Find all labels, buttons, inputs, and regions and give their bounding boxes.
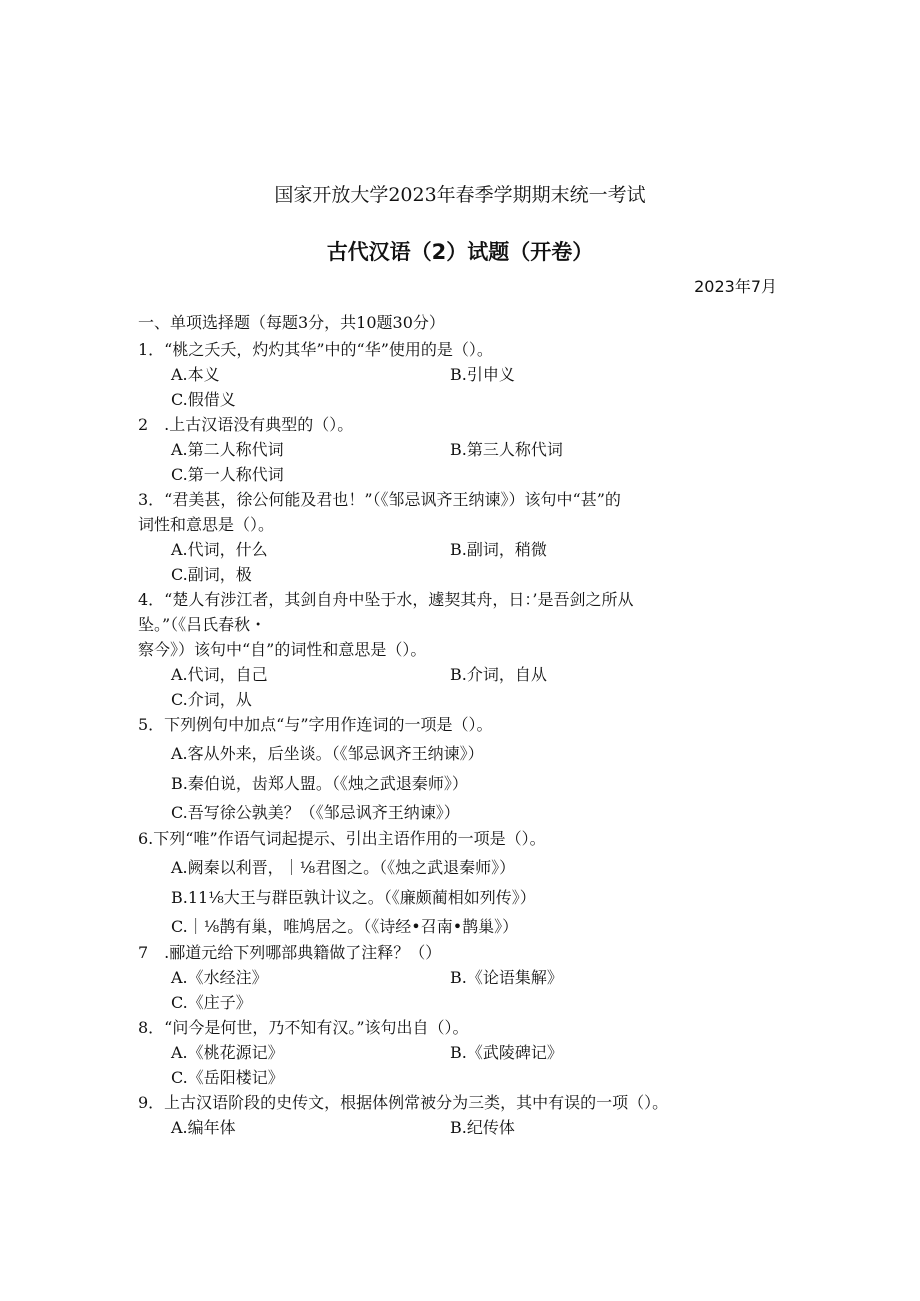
question-8-stem: 8．“问今是何世，乃不知有汉。”该句出自（）。 [138,1018,469,1037]
question-5-option-b: B.秦伯说，齿郑人盟。（《烛之武退秦师》） [171,774,468,793]
question-2-option-b: B.第三人称代词 [450,440,563,459]
question-4-stem-line-3: 察今》）该句中“自”的词性和意思是（）。 [138,640,427,659]
question-3-option-c: C.副词，极 [171,565,252,584]
question-7-option-c: C.《庄子》 [171,993,252,1012]
question-2-option-c: C.第一人称代词 [171,465,284,484]
question-6-option-c: C.｜⅛鹊有巢，唯鸠居之。（《诗经•召南•鹊巢》） [171,917,519,936]
question-8-option-a: A.《桃花源记》 [171,1043,284,1062]
question-4-option-b: B.介词，自从 [450,665,547,684]
question-3-stem-line-2: 词性和意思是（）。 [138,515,275,534]
question-4-option-c: C.介词，从 [171,690,252,709]
question-5-option-c: C.吾写徐公孰美？（《邹忌讽齐王纳谏》） [171,803,460,822]
question-7-option-a: A.《水经注》 [171,968,268,987]
exam-date: 2023年7月 [694,277,777,296]
question-4-option-a: A.代词，自己 [171,665,268,684]
question-3-option-b: B.副词，稍微 [450,540,547,559]
question-7-option-b: B.《论语集解》 [450,968,563,987]
exam-title: 古代汉语（2）试题（开卷） [326,240,594,264]
question-2-stem: 2 .上古汉语没有典型的（）。 [138,415,354,434]
question-5-stem: 5．下列例句中加点“与”字用作连词的一项是（）。 [138,715,493,734]
question-9-option-a: A.编年体 [171,1118,236,1137]
question-4-stem-line-1: 4．“楚人有涉江者，其剑自舟中坠于水，遽契其舟，日：’是吾剑之所从 [138,590,634,609]
question-1-option-a: A.本义 [171,365,220,384]
question-6-option-b: B.11⅛大王与群臣孰计议之。（《廉颇蔺相如列传》） [171,888,536,907]
question-5-option-a: A.客从外来，后坐谈。（《邹忌讽齐王纳谏》） [171,744,484,763]
question-1-option-b: B.引申义 [450,365,515,384]
question-8-option-c: C.《岳阳楼记》 [171,1068,284,1087]
question-6-stem: 6.下列“唯”作语气词起提示、引出主语作用的一项是（）。 [138,829,546,848]
question-1-stem: 1．“桃之夭夭，灼灼其华”中的“华”使用的是（）。 [138,340,493,359]
question-9-stem: 9．上古汉语阶段的史传文，根据体例常被分为三类，其中有误的一项（）。 [138,1093,669,1112]
university-title: 国家开放大学2023年春季学期期末统一考试 [274,184,646,206]
question-8-option-b: B.《武陵碑记》 [450,1043,563,1062]
question-9-option-b: B.纪传体 [450,1118,515,1137]
question-1-option-c: C.假借义 [171,390,236,409]
question-3-option-a: A.代词，什么 [171,540,268,559]
question-2-option-a: A.第二人称代词 [171,440,284,459]
question-7-stem: 7 .郦道元给下列哪部典籍做了注释？（） [138,943,442,962]
question-4-stem-line-2: 坠。”（《吕氏春秋・ [138,615,267,634]
section-title: 一、单项选择题（每题3分，共10题30分） [138,313,445,332]
question-6-option-a: A.阙秦以利晋，｜⅛君图之。（《烛之武退秦师》） [171,858,516,877]
question-3-stem-line-1: 3．“君美甚，徐公何能及君也！”（《邹忌讽齐王纳谏》）该句中“甚”的 [138,490,621,509]
